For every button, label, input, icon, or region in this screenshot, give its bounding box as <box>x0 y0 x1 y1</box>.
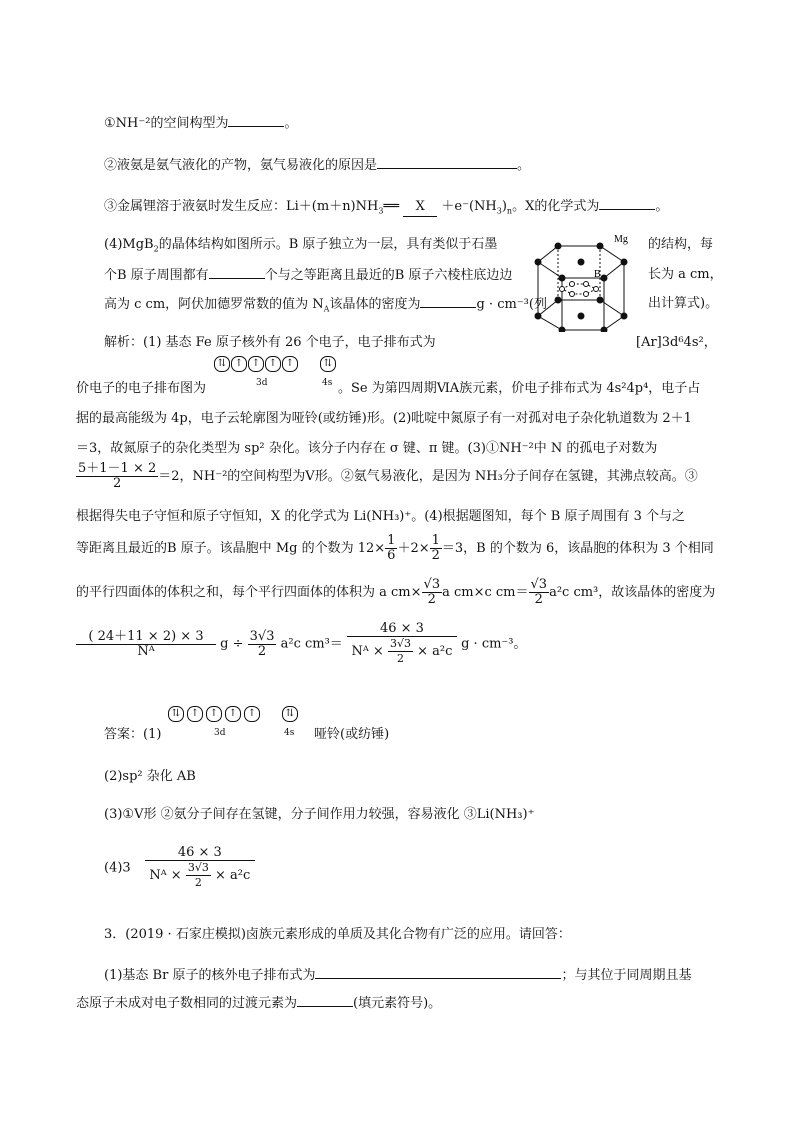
analysis-line-1: 解析：(1) 基态 Fe 原子核外有 26 个电子，电子排布式为 <box>104 335 436 350</box>
question-4-line-3: 高为 c cm，阿伏加德罗常数的值为 $N_A$该晶体的密度为 g · cm⁻³(列 <box>104 297 547 314</box>
question-4-line-1: (4)MgB$_2$的晶体结构如图所示。B 原子独立为一层，具有类似于石墨 <box>104 237 498 254</box>
answer-3: (3)①Ⅴ形 ②氨分子间存在氢键，分子间作用力较强，容易液化 ③Li(NH₃)⁺ <box>104 807 535 822</box>
svg-text:Mg: Mg <box>614 234 628 245</box>
question-line-2: ②液氨是氨气液化的产物，氨气易液化的原因是 。 <box>104 158 531 173</box>
answer-2: (2)sp² 杂化 AB <box>104 769 196 784</box>
answer-label: 答案：(1) <box>104 727 162 742</box>
answer-4: (4)3 46 × 3 Nᴬ × $\frac{3√3}{2}$ × a²c <box>104 846 255 890</box>
question-3-title: 3．(2019 · 石家庄模拟)卤族元素形成的单质及其化合物有广泛的应用。请回答： <box>104 927 571 942</box>
analysis-line-2: 价电子的电子排布图为 <box>76 381 207 396</box>
question-line-1: ①NH⁻²的空间构型为 。 <box>104 116 298 131</box>
question-4-line-2-end: 长为 a cm， <box>648 267 723 282</box>
analysis-line-4: ＝3，故氮原子的杂化类型为 sp² 杂化。该分子内存在 σ 键、π 键。(3)①NH⁻²中 N 的孤电子对数为 <box>76 441 658 456</box>
question-4-line-1-end: 的结构，每 <box>648 237 714 252</box>
question-3-line-2: 态原子未成对电子数相同的过渡元素为 (填元素符号)。 <box>76 996 442 1011</box>
question-4-line-3-end: 出计算式)。 <box>648 296 719 311</box>
analysis-line-5: $\frac{5+1-1 \times 2}{2}$ ＝2，NH⁻²的空间构型为Ⅴ形。②氨气易液化，是因为 NH₃分子间存在氢键，其沸点较高。③ <box>78 461 698 491</box>
analysis-line-7: 等距离且最近的B 原子。该晶胞中 Mg 的个数为 12× $\frac{1}{6}$ ＋2× $\frac{1}{2}$ ＝3，B 的个数为 6，该晶胞的体积为 3 个相同 <box>76 533 714 563</box>
answer-shape: 哑铃(或纺锤) <box>314 727 390 742</box>
orbital-diagram-analysis: ⇅ ↑ ↑ ↑ ↑ ⇅ 3d 4s <box>214 356 344 392</box>
analysis-line-8: 的平行四面体的体积之和，每个平行四面体的体积为 a cm× $\frac{√3}{2}$ a cm×c cm＝ $\frac{√3}{2}$ a²c cm³，故该晶体的密度为 <box>76 577 716 607</box>
analysis-line-9: $\frac{( 24+11 \times 2) \times 3}{\text{Nᴬ}}$ g ÷ $\frac{3√3}{2}$ a²c cm³＝ 46 × 3 Nᴬ × $\frac{3√3}{2}$ × a²c g · cm⁻³。 <box>76 622 527 666</box>
question-4-line-2: 个B 原子周围都有 个与之等距离且最近的B 原子六棱柱底边边 <box>104 268 513 283</box>
analysis-line-6: 根据得失电子守恒和原子守恒知，X 的化学式为 Li(NH₃)⁺。(4)根据题图知，每个 B 原子周围有 3 个与之 <box>76 509 686 524</box>
svg-text:B: B <box>594 269 601 280</box>
question-3-line-1: (1)基态 Br 原子的核外电子排布式为 ；与其位于同周期且基 <box>104 968 692 983</box>
question-line-3: ③金属锂溶于液氨时发生反应：$Li+(m+n)NH_3══$ $X +e^-(NH_3)_n$。X的化学式为 。 <box>104 199 669 216</box>
analysis-line-1-end: [Ar]3d⁶4s²， <box>636 335 717 350</box>
analysis-line-2-end: 。Se 为第四周期ⅥA族元素，价电子排布式为 4s²4p⁴，电子占 <box>338 381 701 396</box>
mgb2-crystal-figure <box>528 232 640 332</box>
orbital-diagram-answer: ⇅ ↑ ↑ ↑ ↑ ⇅ 3d 4s <box>168 706 308 742</box>
analysis-line-3: 据的最高能级为 4p，电子云轮廓图为哑铃(或纺锤)形。(2)吡啶中氮原子有一对孤对电子杂化轨道数为 2＋1 <box>76 411 692 426</box>
